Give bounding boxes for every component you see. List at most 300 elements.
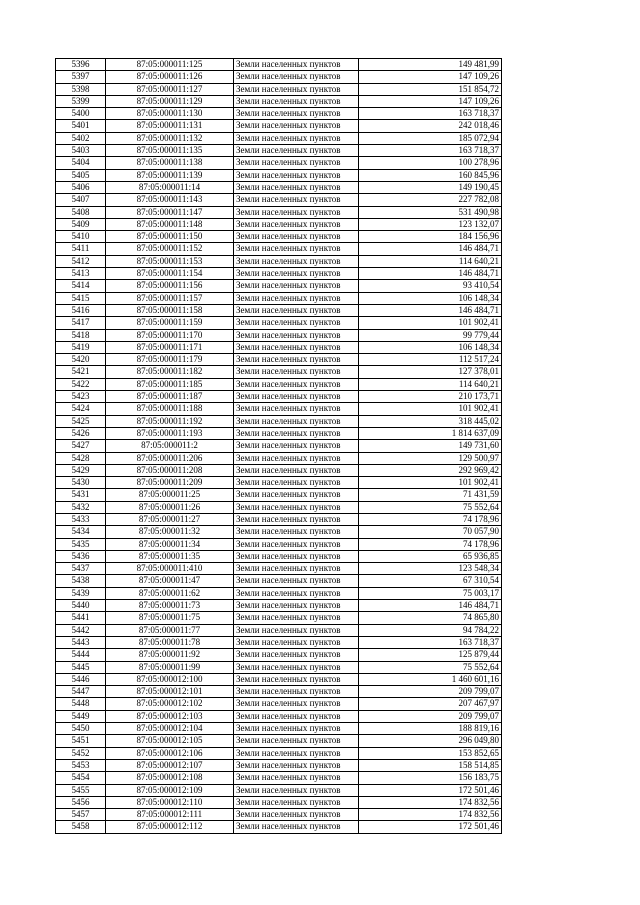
table-row — [56, 673, 502, 685]
cadastral-value-cell: 184 156,96 — [359, 231, 502, 243]
cadastral-number-cell: 87:05:000011:78 — [106, 636, 234, 648]
land-category-cell: Земли населенных пунктов — [234, 120, 359, 132]
row-number-cell: 5398 — [56, 83, 106, 95]
cadastral-number-cell: 87:05:000011:77 — [106, 624, 234, 636]
land-category-cell: Земли населенных пунктов — [234, 194, 359, 206]
cadastral-value-cell: 106 148,34 — [359, 341, 502, 353]
table-row — [56, 600, 502, 612]
land-category-cell: Земли населенных пунктов — [234, 181, 359, 193]
row-number-cell: 5456 — [56, 796, 106, 808]
table-row — [56, 759, 502, 771]
cadastral-number-cell: 87:05:000011:152 — [106, 243, 234, 255]
table-row — [56, 317, 502, 329]
cadastral-number-cell: 87:05:000011:92 — [106, 649, 234, 661]
cadastral-value-cell: 172 501,46 — [359, 821, 502, 833]
cadastral-number-cell: 87:05:000011:179 — [106, 354, 234, 366]
cadastral-value-cell: 172 501,46 — [359, 784, 502, 796]
cadastral-number-cell: 87:05:000012:100 — [106, 673, 234, 685]
cadastral-number-cell: 87:05:000011:34 — [106, 538, 234, 550]
cadastral-value-cell: 146 484,71 — [359, 243, 502, 255]
cadastral-number-cell: 87:05:000011:75 — [106, 612, 234, 624]
cadastral-value-cell: 209 799,07 — [359, 710, 502, 722]
table-row — [56, 550, 502, 562]
table-row — [56, 452, 502, 464]
land-category-cell: Земли населенных пунктов — [234, 821, 359, 833]
row-number-cell: 5410 — [56, 231, 106, 243]
cadastral-number-cell: 87:05:000011:26 — [106, 501, 234, 513]
cadastral-number-cell: 87:05:000011:132 — [106, 132, 234, 144]
land-category-cell: Земли населенных пунктов — [234, 169, 359, 181]
cadastral-value-cell: 1 814 637,09 — [359, 427, 502, 439]
cadastral-value-cell: 127 378,01 — [359, 366, 502, 378]
table-row — [56, 587, 502, 599]
row-number-cell: 5435 — [56, 538, 106, 550]
cadastral-value-cell: 163 718,37 — [359, 145, 502, 157]
cadastral-value-cell: 149 731,60 — [359, 440, 502, 452]
cadastral-number-cell: 87:05:000011:147 — [106, 206, 234, 218]
table-row — [56, 747, 502, 759]
table-row — [56, 538, 502, 550]
row-number-cell: 5401 — [56, 120, 106, 132]
land-category-cell: Земли населенных пунктов — [234, 427, 359, 439]
table-row — [56, 243, 502, 255]
land-category-cell: Земли населенных пунктов — [234, 735, 359, 747]
cadastral-value-cell: 93 410,54 — [359, 280, 502, 292]
cadastral-value-cell: 123 548,34 — [359, 563, 502, 575]
table-row — [56, 563, 502, 575]
land-category-cell: Земли населенных пунктов — [234, 464, 359, 476]
cadastral-number-cell: 87:05:000011:143 — [106, 194, 234, 206]
row-number-cell: 5455 — [56, 784, 106, 796]
table-row — [56, 108, 502, 120]
table-row — [56, 636, 502, 648]
land-category-cell: Земли населенных пунктов — [234, 612, 359, 624]
cadastral-value-cell: 75 552,64 — [359, 661, 502, 673]
land-category-cell: Земли населенных пунктов — [234, 723, 359, 735]
cadastral-number-cell: 87:05:000011:148 — [106, 218, 234, 230]
table-row — [56, 329, 502, 341]
row-number-cell: 5444 — [56, 649, 106, 661]
row-number-cell: 5454 — [56, 772, 106, 784]
cadastral-number-cell: 87:05:000012:109 — [106, 784, 234, 796]
land-category-cell: Земли населенных пунктов — [234, 415, 359, 427]
cadastral-number-cell: 87:05:000012:111 — [106, 809, 234, 821]
cadastral-value-cell: 292 969,42 — [359, 464, 502, 476]
table-row — [56, 772, 502, 784]
table-row — [56, 612, 502, 624]
land-category-cell: Земли населенных пунктов — [234, 600, 359, 612]
land-category-cell: Земли населенных пунктов — [234, 489, 359, 501]
cadastral-value-cell: 101 902,41 — [359, 403, 502, 415]
table-row — [56, 427, 502, 439]
cadastral-number-cell: 87:05:000011:2 — [106, 440, 234, 452]
cadastral-value-cell: 125 879,44 — [359, 649, 502, 661]
table-row — [56, 194, 502, 206]
land-category-cell: Земли населенных пунктов — [234, 206, 359, 218]
cadastral-number-cell: 87:05:000011:138 — [106, 157, 234, 169]
cadastral-value-cell: 75 552,64 — [359, 501, 502, 513]
table-row — [56, 809, 502, 821]
cadastral-number-cell: 87:05:000011:127 — [106, 83, 234, 95]
table-row — [56, 821, 502, 833]
cadastral-value-cell: 101 902,41 — [359, 317, 502, 329]
cadastral-number-cell: 87:05:000012:105 — [106, 735, 234, 747]
row-number-cell: 5448 — [56, 698, 106, 710]
cadastral-value-cell: 146 484,71 — [359, 304, 502, 316]
cadastral-value-cell: 531 490,98 — [359, 206, 502, 218]
land-category-cell: Земли населенных пунктов — [234, 157, 359, 169]
cadastral-number-cell: 87:05:000011:27 — [106, 513, 234, 525]
row-number-cell: 5422 — [56, 378, 106, 390]
cadastral-number-cell: 87:05:000011:32 — [106, 526, 234, 538]
row-number-cell: 5408 — [56, 206, 106, 218]
row-number-cell: 5439 — [56, 587, 106, 599]
cadastral-value-cell: 94 784,22 — [359, 624, 502, 636]
land-category-cell: Земли населенных пунктов — [234, 649, 359, 661]
cadastral-number-cell: 87:05:000011:154 — [106, 268, 234, 280]
row-number-cell: 5441 — [56, 612, 106, 624]
row-number-cell: 5406 — [56, 181, 106, 193]
row-number-cell: 5447 — [56, 686, 106, 698]
row-number-cell: 5411 — [56, 243, 106, 255]
cadastral-number-cell: 87:05:000012:107 — [106, 759, 234, 771]
cadastral-number-cell: 87:05:000011:170 — [106, 329, 234, 341]
land-category-cell: Земли населенных пунктов — [234, 231, 359, 243]
table-row — [56, 796, 502, 808]
table-row — [56, 206, 502, 218]
table-row — [56, 255, 502, 267]
land-category-cell: Земли населенных пунктов — [234, 477, 359, 489]
land-category-cell: Земли населенных пунктов — [234, 83, 359, 95]
cadastral-value-cell: 151 854,72 — [359, 83, 502, 95]
land-category-cell: Земли населенных пунктов — [234, 563, 359, 575]
cadastral-number-cell: 87:05:000011:188 — [106, 403, 234, 415]
land-category-cell: Земли населенных пунктов — [234, 366, 359, 378]
cadastral-number-cell: 87:05:000012:101 — [106, 686, 234, 698]
cadastral-number-cell: 87:05:000011:131 — [106, 120, 234, 132]
row-number-cell: 5402 — [56, 132, 106, 144]
cadastral-value-cell: 74 178,96 — [359, 513, 502, 525]
row-number-cell: 5452 — [56, 747, 106, 759]
land-category-cell: Земли населенных пунктов — [234, 440, 359, 452]
row-number-cell: 5445 — [56, 661, 106, 673]
row-number-cell: 5397 — [56, 71, 106, 83]
row-number-cell: 5434 — [56, 526, 106, 538]
cadastral-number-cell: 87:05:000011:209 — [106, 477, 234, 489]
cadastral-value-cell: 147 109,26 — [359, 95, 502, 107]
cadastral-number-cell: 87:05:000012:104 — [106, 723, 234, 735]
cadastral-value-cell: 149 190,45 — [359, 181, 502, 193]
cadastral-number-cell: 87:05:000012:112 — [106, 821, 234, 833]
cadastral-number-cell: 87:05:000011:135 — [106, 145, 234, 157]
table-row — [56, 71, 502, 83]
table-row — [56, 378, 502, 390]
table-row — [56, 784, 502, 796]
cadastral-number-cell: 87:05:000011:171 — [106, 341, 234, 353]
row-number-cell: 5440 — [56, 600, 106, 612]
row-number-cell: 5425 — [56, 415, 106, 427]
table-row — [56, 649, 502, 661]
cadastral-number-cell: 87:05:000012:102 — [106, 698, 234, 710]
cadastral-value-cell: 147 109,26 — [359, 71, 502, 83]
table-row — [56, 403, 502, 415]
table-row — [56, 181, 502, 193]
land-category-cell: Земли населенных пунктов — [234, 759, 359, 771]
table-row — [56, 477, 502, 489]
cadastral-number-cell: 87:05:000012:110 — [106, 796, 234, 808]
table-row — [56, 169, 502, 181]
row-number-cell: 5450 — [56, 723, 106, 735]
table-row — [56, 698, 502, 710]
table-row — [56, 513, 502, 525]
row-number-cell: 5421 — [56, 366, 106, 378]
table-row — [56, 341, 502, 353]
cadastral-value-cell: 71 431,59 — [359, 489, 502, 501]
table-row — [56, 292, 502, 304]
cadastral-value-cell: 67 310,54 — [359, 575, 502, 587]
cadastral-number-cell: 87:05:000011:73 — [106, 600, 234, 612]
cadastral-value-cell: 112 517,24 — [359, 354, 502, 366]
cadastral-value-cell: 146 484,71 — [359, 268, 502, 280]
land-category-cell: Земли населенных пунктов — [234, 378, 359, 390]
land-category-cell: Земли населенных пунктов — [234, 268, 359, 280]
land-category-cell: Земли населенных пунктов — [234, 772, 359, 784]
land-category-cell: Земли населенных пунктов — [234, 784, 359, 796]
land-category-cell: Земли населенных пунктов — [234, 218, 359, 230]
cadastral-number-cell: 87:05:000011:62 — [106, 587, 234, 599]
row-number-cell: 5446 — [56, 673, 106, 685]
cadastral-value-cell: 74 865,80 — [359, 612, 502, 624]
land-category-cell: Земли населенных пунктов — [234, 59, 359, 71]
table-row — [56, 489, 502, 501]
row-number-cell: 5424 — [56, 403, 106, 415]
cadastral-value-cell: 210 173,71 — [359, 391, 502, 403]
cadastral-value-cell: 188 819,16 — [359, 723, 502, 735]
land-category-cell: Земли населенных пунктов — [234, 796, 359, 808]
land-category-cell: Земли населенных пунктов — [234, 587, 359, 599]
table-row — [56, 354, 502, 366]
table-row — [56, 735, 502, 747]
cadastral-value-cell: 75 003,17 — [359, 587, 502, 599]
table-row — [56, 157, 502, 169]
row-number-cell: 5437 — [56, 563, 106, 575]
table-row — [56, 415, 502, 427]
cadastral-value-cell: 156 183,75 — [359, 772, 502, 784]
cadastral-value-cell: 1 460 601,16 — [359, 673, 502, 685]
cadastral-number-cell: 87:05:000011:47 — [106, 575, 234, 587]
row-number-cell: 5417 — [56, 317, 106, 329]
table-row — [56, 218, 502, 230]
cadastral-number-cell: 87:05:000011:192 — [106, 415, 234, 427]
land-category-cell: Земли населенных пунктов — [234, 710, 359, 722]
cadastral-value-cell: 296 049,80 — [359, 735, 502, 747]
land-cadastral-value-table — [55, 58, 502, 834]
cadastral-value-cell: 146 484,71 — [359, 600, 502, 612]
cadastral-value-cell: 153 852,65 — [359, 747, 502, 759]
land-category-cell: Земли населенных пунктов — [234, 95, 359, 107]
table-row — [56, 391, 502, 403]
cadastral-value-cell: 163 718,37 — [359, 636, 502, 648]
cadastral-number-cell: 87:05:000011:187 — [106, 391, 234, 403]
land-category-cell: Земли населенных пунктов — [234, 452, 359, 464]
cadastral-number-cell: 87:05:000011:150 — [106, 231, 234, 243]
table-row — [56, 268, 502, 280]
cadastral-value-cell: 70 057,90 — [359, 526, 502, 538]
row-number-cell: 5405 — [56, 169, 106, 181]
table-row — [56, 661, 502, 673]
land-category-cell: Земли населенных пунктов — [234, 624, 359, 636]
table-row — [56, 464, 502, 476]
row-number-cell: 5414 — [56, 280, 106, 292]
land-category-cell: Земли населенных пунктов — [234, 354, 359, 366]
row-number-cell: 5416 — [56, 304, 106, 316]
cadastral-value-cell: 65 936,85 — [359, 550, 502, 562]
table-row — [56, 231, 502, 243]
row-number-cell: 5426 — [56, 427, 106, 439]
cadastral-number-cell: 87:05:000011:99 — [106, 661, 234, 673]
row-number-cell: 5420 — [56, 354, 106, 366]
land-category-cell: Земли населенных пунктов — [234, 108, 359, 120]
land-category-cell: Земли населенных пунктов — [234, 636, 359, 648]
row-number-cell: 5428 — [56, 452, 106, 464]
row-number-cell: 5404 — [56, 157, 106, 169]
cadastral-value-cell: 185 072,94 — [359, 132, 502, 144]
cadastral-value-cell: 227 782,08 — [359, 194, 502, 206]
cadastral-value-cell: 174 832,56 — [359, 796, 502, 808]
cadastral-number-cell: 87:05:000012:103 — [106, 710, 234, 722]
row-number-cell: 5427 — [56, 440, 106, 452]
cadastral-value-cell: 242 018,46 — [359, 120, 502, 132]
row-number-cell: 5403 — [56, 145, 106, 157]
row-number-cell: 5432 — [56, 501, 106, 513]
cadastral-number-cell: 87:05:000011:410 — [106, 563, 234, 575]
land-category-cell: Земли населенных пунктов — [234, 329, 359, 341]
land-category-cell: Земли населенных пунктов — [234, 292, 359, 304]
table-row — [56, 120, 502, 132]
cadastral-value-cell: 209 799,07 — [359, 686, 502, 698]
land-category-cell: Земли населенных пунктов — [234, 747, 359, 759]
land-category-cell: Земли населенных пунктов — [234, 526, 359, 538]
row-number-cell: 5399 — [56, 95, 106, 107]
row-number-cell: 5433 — [56, 513, 106, 525]
cadastral-number-cell: 87:05:000011:185 — [106, 378, 234, 390]
row-number-cell: 5449 — [56, 710, 106, 722]
cadastral-value-cell: 114 640,21 — [359, 255, 502, 267]
cadastral-number-cell: 87:05:000011:125 — [106, 59, 234, 71]
cadastral-number-cell: 87:05:000011:126 — [106, 71, 234, 83]
table-body — [56, 59, 502, 834]
table-row — [56, 501, 502, 513]
row-number-cell: 5409 — [56, 218, 106, 230]
land-category-cell: Земли населенных пунктов — [234, 243, 359, 255]
cadastral-value-cell: 100 278,96 — [359, 157, 502, 169]
table-row — [56, 83, 502, 95]
cadastral-number-cell: 87:05:000011:35 — [106, 550, 234, 562]
row-number-cell: 5423 — [56, 391, 106, 403]
land-category-cell: Земли населенных пунктов — [234, 132, 359, 144]
row-number-cell: 5418 — [56, 329, 106, 341]
cadastral-value-cell: 207 467,97 — [359, 698, 502, 710]
cadastral-value-cell: 129 500,97 — [359, 452, 502, 464]
table-row — [56, 710, 502, 722]
table-row — [56, 575, 502, 587]
table-row — [56, 95, 502, 107]
row-number-cell: 5400 — [56, 108, 106, 120]
cadastral-value-cell: 174 832,56 — [359, 809, 502, 821]
cadastral-number-cell: 87:05:000011:153 — [106, 255, 234, 267]
cadastral-value-cell: 101 902,41 — [359, 477, 502, 489]
cadastral-number-cell: 87:05:000011:129 — [106, 95, 234, 107]
cadastral-value-cell: 106 148,34 — [359, 292, 502, 304]
cadastral-number-cell: 87:05:000011:159 — [106, 317, 234, 329]
land-category-cell: Земли населенных пунктов — [234, 145, 359, 157]
land-category-cell: Земли населенных пунктов — [234, 501, 359, 513]
row-number-cell: 5442 — [56, 624, 106, 636]
cadastral-value-cell: 163 718,37 — [359, 108, 502, 120]
row-number-cell: 5407 — [56, 194, 106, 206]
cadastral-number-cell: 87:05:000011:14 — [106, 181, 234, 193]
table-row — [56, 59, 502, 71]
row-number-cell: 5436 — [56, 550, 106, 562]
row-number-cell: 5438 — [56, 575, 106, 587]
row-number-cell: 5413 — [56, 268, 106, 280]
row-number-cell: 5396 — [56, 59, 106, 71]
row-number-cell: 5443 — [56, 636, 106, 648]
row-number-cell: 5429 — [56, 464, 106, 476]
cadastral-value-cell: 123 132,07 — [359, 218, 502, 230]
cadastral-number-cell: 87:05:000011:193 — [106, 427, 234, 439]
land-category-cell: Земли населенных пунктов — [234, 538, 359, 550]
cadastral-number-cell: 87:05:000011:139 — [106, 169, 234, 181]
cadastral-value-cell: 149 481,99 — [359, 59, 502, 71]
land-category-cell: Земли населенных пунктов — [234, 809, 359, 821]
cadastral-number-cell: 87:05:000012:108 — [106, 772, 234, 784]
cadastral-value-cell: 160 845,96 — [359, 169, 502, 181]
land-category-cell: Земли населенных пунктов — [234, 575, 359, 587]
cadastral-number-cell: 87:05:000011:156 — [106, 280, 234, 292]
cadastral-number-cell: 87:05:000011:206 — [106, 452, 234, 464]
cadastral-value-cell: 318 445,02 — [359, 415, 502, 427]
land-category-cell: Земли населенных пунктов — [234, 686, 359, 698]
land-category-cell: Земли населенных пунктов — [234, 403, 359, 415]
row-number-cell: 5451 — [56, 735, 106, 747]
cadastral-value-cell: 74 178,96 — [359, 538, 502, 550]
land-category-cell: Земли населенных пунктов — [234, 661, 359, 673]
row-number-cell: 5457 — [56, 809, 106, 821]
row-number-cell: 5453 — [56, 759, 106, 771]
cadastral-number-cell: 87:05:000011:208 — [106, 464, 234, 476]
cadastral-value-cell: 114 640,21 — [359, 378, 502, 390]
row-number-cell: 5431 — [56, 489, 106, 501]
table-row — [56, 624, 502, 636]
row-number-cell: 5419 — [56, 341, 106, 353]
table-row — [56, 280, 502, 292]
row-number-cell: 5412 — [56, 255, 106, 267]
table-row — [56, 526, 502, 538]
land-category-cell: Земли населенных пунктов — [234, 550, 359, 562]
land-category-cell: Земли населенных пунктов — [234, 673, 359, 685]
table-row — [56, 304, 502, 316]
cadastral-number-cell: 87:05:000011:157 — [106, 292, 234, 304]
land-category-cell: Земли населенных пунктов — [234, 391, 359, 403]
table-row — [56, 723, 502, 735]
cadastral-value-cell: 99 779,44 — [359, 329, 502, 341]
table-row — [56, 145, 502, 157]
table-row — [56, 132, 502, 144]
land-category-cell: Земли населенных пунктов — [234, 513, 359, 525]
table-row — [56, 686, 502, 698]
land-category-cell: Земли населенных пунктов — [234, 71, 359, 83]
